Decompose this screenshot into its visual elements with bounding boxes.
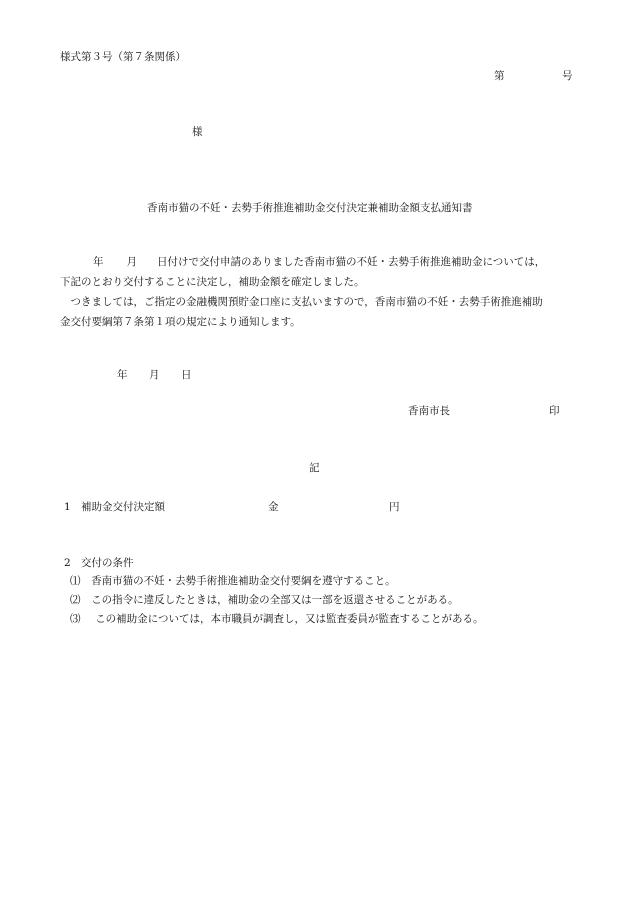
body-line-1-text: 日付けで交付申請のありました香南市猫の不妊・去勢手術推進補助金については， xyxy=(157,256,546,268)
condition-number: ⑴ xyxy=(70,575,81,587)
body-line-4: 金交付要綱第７条第１項の規定により通知します。 xyxy=(60,316,301,328)
issuer-name: 香南市長 xyxy=(408,405,450,417)
condition-item xyxy=(70,593,459,607)
body-year: 年 xyxy=(93,256,104,268)
number-suffix: 号 xyxy=(562,70,573,82)
condition-number: ⑶ xyxy=(70,613,81,625)
date-year: 年 xyxy=(117,369,128,381)
condition-text: 香南市猫の不妊・去勢手術推進補助金交付要綱を遵守すること。 xyxy=(91,575,396,587)
condition-text: この補助金については，本市職員が調査し，又は監査委員が監査することがある。 xyxy=(95,613,484,625)
section-1-label: 補助金交付決定額 xyxy=(81,501,165,513)
body-line-1 xyxy=(60,252,580,272)
addressee-suffix: 様 xyxy=(192,126,203,138)
body-line-2: 下記のとおり交付することに決定し，補助金額を確定しました。 xyxy=(60,276,365,288)
section-1-yen: 円 xyxy=(389,501,400,513)
section-1-number: 1 xyxy=(64,501,71,513)
form-label: 様式第３号（第７条関係） xyxy=(60,51,186,63)
date-month: 月 xyxy=(149,369,160,381)
number-prefix: 第 xyxy=(494,70,505,82)
section-2-label: 交付の条件 xyxy=(81,557,134,569)
condition-text: この指令に違反したときは，補助金の全部又は一部を返還させることがある。 xyxy=(91,594,459,606)
body-paragraph xyxy=(60,252,580,332)
condition-item xyxy=(70,612,483,626)
condition-item xyxy=(70,574,396,588)
section-2-number: 2 xyxy=(64,557,71,569)
seal-mark: 印 xyxy=(549,405,560,417)
body-line-3: つきましては，ご指定の金融機関預貯金口座に支払いますので，香南市猫の不妊・去勢手術推進補助 xyxy=(60,296,543,308)
document-title: 香南市猫の不妊・去勢手術推進補助金交付決定兼補助金額支払通知書 xyxy=(147,202,473,214)
body-month: 月 xyxy=(126,256,137,268)
condition-number: ⑵ xyxy=(70,594,81,606)
date-day: 日 xyxy=(181,369,192,381)
ki-heading: 記 xyxy=(309,462,320,474)
section-1-kin: 金 xyxy=(268,501,279,513)
